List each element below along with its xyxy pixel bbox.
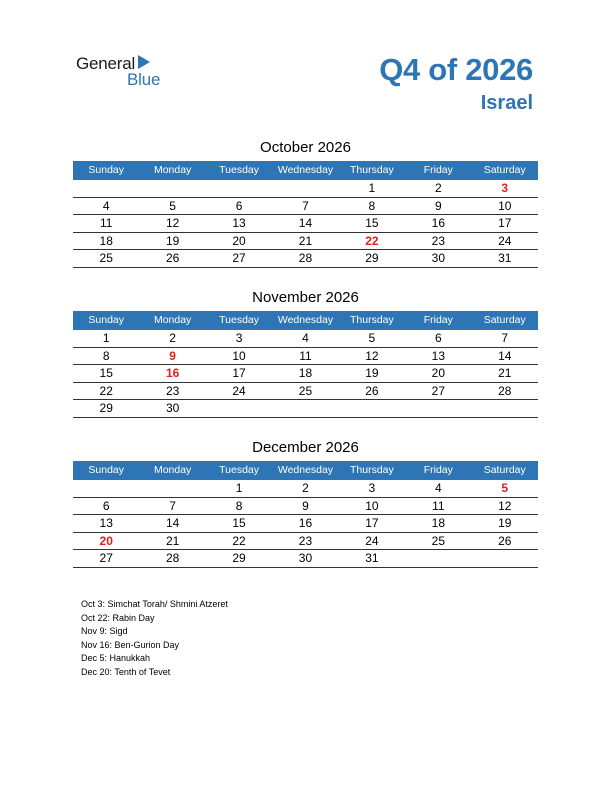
day-cell: 5 (368, 331, 376, 345)
day-cell: 12 (165, 216, 180, 230)
day-cell: 17 (498, 216, 512, 230)
day-cell: 7 (169, 498, 176, 513)
weekday-header: Monday (153, 464, 192, 476)
day-cell: 5 (501, 481, 509, 495)
day-cell: 12 (498, 498, 512, 513)
day-cell (272, 400, 338, 417)
day-cell: 4 (102, 198, 110, 213)
day-cell (405, 550, 471, 567)
day-cell: 24 (365, 533, 379, 548)
day-cell: 21 (298, 233, 313, 248)
week-row (73, 180, 538, 198)
week-row (73, 365, 538, 383)
day-cell: 16 (165, 366, 180, 380)
day-cell: 17 (365, 516, 379, 530)
weekday-header-row (73, 161, 538, 180)
day-cell: 7 (302, 198, 309, 213)
weekday-header: Wednesday (277, 314, 334, 326)
weekday-header: Friday (423, 164, 453, 176)
day-cell: 1 (102, 331, 110, 345)
holiday-item: Oct 22: Rabin Day (81, 612, 155, 623)
day-cell: 8 (102, 348, 110, 363)
day-cell: 27 (232, 251, 246, 265)
weekday-header: Saturday (483, 464, 526, 476)
day-cell: 13 (99, 516, 113, 530)
day-cell: 13 (232, 216, 246, 230)
month-november (73, 289, 538, 418)
logo-text-general: General (76, 54, 136, 73)
day-cell: 15 (99, 366, 113, 380)
day-cell: 3 (235, 331, 243, 345)
day-cell: 16 (298, 516, 313, 530)
holiday-item: Nov 9: Sigd (81, 626, 128, 637)
month-october (73, 139, 538, 268)
day-cell: 16 (431, 216, 445, 230)
weekday-header: Thursday (350, 314, 394, 326)
weekday-header: Wednesday (277, 164, 334, 176)
day-cell: 21 (165, 533, 180, 548)
month-title: October 2026 (260, 139, 351, 156)
holiday-item: Oct 3: Simchat Torah/ Shmini Atzeret (81, 599, 228, 609)
country-name: Israel (480, 92, 533, 114)
month-title: December 2026 (252, 439, 359, 456)
week-row (73, 515, 538, 533)
day-cell: 2 (302, 481, 309, 495)
day-cell: 29 (232, 551, 246, 565)
weekday-header: Monday (153, 164, 192, 176)
day-cell (139, 180, 205, 197)
week-row (73, 215, 538, 233)
day-cell: 7 (501, 331, 509, 345)
day-cell: 1 (235, 481, 243, 495)
day-cell: 9 (169, 348, 176, 363)
day-cell (339, 400, 405, 417)
weekday-header-row (73, 311, 538, 330)
day-cell: 11 (99, 216, 113, 230)
weekday-header: Sunday (88, 314, 125, 326)
day-cell: 2 (434, 181, 442, 195)
day-cell: 30 (431, 251, 445, 265)
weekday-header: Friday (423, 464, 453, 476)
day-cell: 21 (498, 366, 512, 380)
day-cell: 22 (232, 533, 246, 548)
day-cell: 28 (498, 383, 512, 398)
day-cell: 8 (368, 198, 376, 213)
day-cell: 27 (99, 551, 113, 565)
weekday-header: Tuesday (219, 314, 259, 326)
weekday-header: Saturday (483, 164, 526, 176)
holiday-item: Dec 20: Tenth of Tevet (81, 666, 171, 677)
weekday-header: Sunday (88, 164, 125, 176)
day-cell: 20 (99, 533, 113, 548)
day-cell: 26 (498, 533, 512, 548)
day-cell: 10 (232, 348, 246, 363)
day-cell: 10 (498, 198, 512, 213)
holiday-list (81, 598, 228, 680)
day-cell: 24 (498, 233, 512, 248)
weekday-header-row (73, 461, 538, 480)
day-cell: 31 (365, 551, 379, 565)
day-cell: 28 (165, 551, 180, 565)
week-row (73, 498, 538, 516)
day-cell: 25 (99, 251, 113, 265)
day-cell (405, 400, 471, 417)
day-cell: 23 (298, 533, 313, 548)
day-cell (472, 400, 538, 417)
day-cell: 9 (434, 198, 442, 213)
day-cell: 11 (432, 498, 445, 513)
day-cell: 15 (365, 216, 379, 230)
weekday-header: Thursday (350, 164, 394, 176)
day-cell: 31 (498, 251, 512, 265)
day-cell: 19 (498, 516, 512, 530)
day-cell: 3 (501, 181, 509, 195)
day-cell: 4 (302, 331, 309, 345)
day-cell (206, 180, 272, 197)
weekday-header: Tuesday (219, 164, 259, 176)
day-cell: 14 (298, 216, 313, 230)
day-cell (206, 400, 272, 417)
day-cell: 15 (232, 516, 246, 530)
day-cell: 30 (165, 401, 180, 415)
day-cell: 5 (169, 198, 176, 213)
week-row (73, 383, 538, 401)
day-cell: 19 (165, 233, 180, 248)
day-cell: 28 (298, 251, 313, 265)
week-row (73, 330, 538, 348)
day-cell: 18 (298, 366, 313, 380)
day-cell: 25 (298, 383, 313, 398)
day-cell: 10 (365, 498, 379, 513)
week-row (73, 250, 538, 268)
week-row (73, 348, 538, 366)
weekday-header: Monday (153, 314, 192, 326)
day-cell: 3 (368, 481, 376, 495)
holiday-item: Nov 16: Ben-Gurion Day (81, 639, 180, 650)
holiday-item: Dec 5: Hanukkah (81, 653, 151, 664)
day-cell: 14 (498, 348, 512, 363)
day-cell: 6 (235, 198, 243, 213)
day-cell (139, 480, 205, 497)
day-cell: 18 (99, 233, 113, 248)
week-row (73, 550, 538, 568)
day-cell: 14 (165, 516, 180, 530)
weekday-header: Sunday (88, 464, 125, 476)
day-cell: 24 (232, 383, 246, 398)
day-cell: 19 (365, 366, 379, 380)
logo-text-blue: Blue (127, 70, 161, 89)
month-december (73, 439, 538, 568)
day-cell: 20 (232, 233, 246, 248)
day-cell: 23 (165, 383, 180, 398)
week-row (73, 400, 538, 418)
day-cell: 1 (368, 181, 376, 195)
day-cell: 18 (431, 516, 445, 530)
day-cell: 9 (302, 498, 309, 513)
day-cell: 30 (298, 551, 313, 565)
day-cell: 22 (99, 383, 113, 398)
month-title: November 2026 (252, 289, 359, 306)
weekday-header: Wednesday (277, 464, 334, 476)
week-row (73, 480, 538, 498)
day-cell: 11 (299, 348, 312, 363)
day-cell (73, 180, 139, 197)
day-cell: 4 (434, 481, 442, 495)
day-cell (73, 480, 139, 497)
day-cell: 6 (102, 498, 110, 513)
day-cell: 12 (365, 348, 379, 363)
week-row (73, 198, 538, 216)
day-cell: 20 (431, 366, 445, 380)
day-cell: 17 (232, 366, 246, 380)
day-cell: 22 (365, 233, 379, 248)
day-cell: 29 (365, 251, 379, 265)
day-cell: 8 (235, 498, 243, 513)
day-cell: 6 (434, 331, 442, 345)
weekday-header: Thursday (350, 464, 394, 476)
flag-icon (138, 55, 150, 69)
brand-logo (76, 52, 176, 88)
day-cell: 27 (431, 383, 445, 398)
weekday-header: Friday (423, 314, 453, 326)
day-cell (272, 180, 338, 197)
day-cell: 2 (169, 331, 176, 345)
day-cell: 13 (431, 348, 445, 363)
day-cell: 23 (431, 233, 445, 248)
day-cell (472, 550, 538, 567)
day-cell: 26 (165, 251, 180, 265)
quarter-title: Q4 of 2026 (379, 52, 533, 87)
week-row (73, 533, 538, 551)
weekday-header: Tuesday (219, 464, 259, 476)
day-cell: 29 (99, 401, 113, 415)
day-cell: 25 (431, 533, 445, 548)
day-cell: 26 (365, 383, 379, 398)
weekday-header: Saturday (483, 314, 526, 326)
week-row (73, 233, 538, 251)
